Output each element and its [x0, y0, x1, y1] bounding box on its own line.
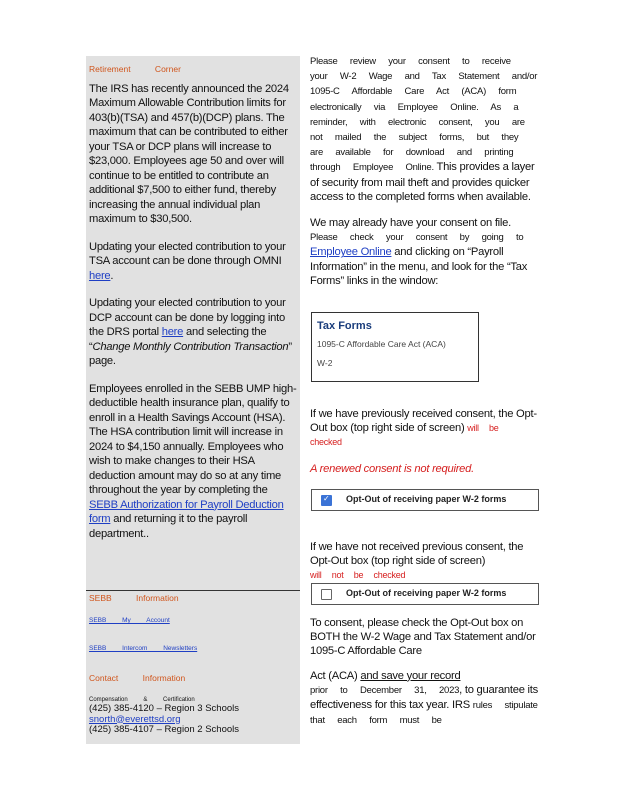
irs-limits-paragraph: The IRS has recently announced the 2024 Maximum Allowable Contribution limits for 403(b)(TSA) and 457(b)(DCP) plans. The maximum that can be contributed to either your TSA or DCP plans will increase to $23,000. Employees age 50 and over will continue to be entitled to contribute an additional $7,500 to either fund, thereby increasing the annual individual plan maximum to $30,500. [89, 82, 289, 225]
hsa-paragraph: Employees enrolled in the SEBB UMP high-deductible health insurance plan, qualify to enroll in a Health Savings Account (HSA). The HSA contribution limit will increase in 2024 to $4,150 annually. Employees who wish to make changes to their HSA deduction amount may do so at any time throughout the year by completing the SEBB Authorization for Payroll Deduction form and returning it to the payroll department.. [89, 382, 297, 540]
right-column-lower [310, 540, 538, 583]
tsa-update-paragraph: Updating your elected contribution to your TSA account can be done through OMNI here. [89, 240, 286, 282]
contact-phone-region2: (425) 385-4107 – Region 2 Schools [89, 724, 239, 735]
right-column [310, 54, 538, 288]
sebb-authorization-link[interactable]: SEBB Authorization for Payroll Deduction form [89, 498, 284, 525]
save-record-paragraph: Act (ACA) and save your record prior to December 31, 2023, to guarantee its effectiveness for this tax year. IRS rules stipulate that each form must be [310, 669, 538, 727]
retirement-corner-title: Retirement Corner [89, 64, 181, 74]
sebb-myaccount-link[interactable]: SEBB My Account [89, 617, 170, 624]
drs-here-link[interactable]: here [161, 326, 184, 338]
sidebar-lower [89, 593, 301, 736]
renewed-consent-note: A renewed consent is not required. [310, 462, 474, 475]
tax-forms-title: Tax Forms [317, 320, 372, 332]
unchecked-explanation: If we have not received previous consent, the Opt-Out box (top right side of screen) will not be checked [310, 541, 524, 581]
check-consent-paragraph: We may already have your consent on file. Please check your consent by going to Employee Online and clicking on “Payroll Information” in the menu, and look for the “Tax Forms” links in the window: [310, 217, 528, 287]
contact-information-title: Contact Information [89, 673, 186, 683]
employee-online-link[interactable]: Employee Online [310, 246, 392, 259]
sidebar-divider [86, 590, 300, 591]
consent-paragraph: Please review your consent to receive your W-2 Wage and Tax Statement and/or 1095-C Affordable Care Act (ACA) form electronically via Employee Online. As a reminder, with electronic consent, you are not mailed the subject forms, but they are available for download and printing through Employee Online. This provides a layer of security from mail theft and provides quicker access to the completed forms when available. [310, 56, 538, 203]
dcp-update-paragraph: Updating your elected contribution to your DCP account can be done by logging into the DRS portal here and selecting the “Change Monthly Contribution Transaction” page. [89, 297, 292, 367]
checkbox-checked-icon[interactable] [321, 495, 332, 506]
optout-unchecked-example [311, 583, 539, 605]
sebb-intercom-link[interactable]: SEBB Intercom Newsletters [89, 645, 198, 652]
sebb-information-title: SEBB Information [89, 593, 179, 603]
contact-subtitle: Compensation & Certification [89, 697, 195, 703]
right-column-mid [310, 407, 538, 476]
optout-label: Opt-Out of receiving paper W-2 forms [346, 494, 507, 504]
tax-forms-panel [311, 312, 479, 382]
checkbox-unchecked-icon[interactable] [321, 589, 332, 600]
contact-phone-region3: (425) 385-4120 – Region 3 Schools [89, 703, 239, 714]
right-column-bottom [310, 616, 538, 728]
to-consent-paragraph: To consent, please check the Opt-Out box on BOTH the W-2 Wage and Tax Statement and/or 1095-C Affordable Care [310, 617, 536, 658]
tax-form-w2[interactable]: W-2 [317, 358, 333, 368]
optout-checked-example [311, 489, 539, 511]
contact-email-link[interactable]: snorth@everettsd.org [89, 713, 181, 725]
tax-form-aca[interactable]: 1095-C Affordable Care Act (ACA) [317, 339, 446, 349]
optout-label-2: Opt-Out of receiving paper W-2 forms [346, 588, 507, 598]
omni-here-link[interactable]: here [89, 269, 111, 282]
checked-explanation: If we have previously received consent, the Opt-Out box (top right side of screen) will be checked [310, 408, 537, 448]
